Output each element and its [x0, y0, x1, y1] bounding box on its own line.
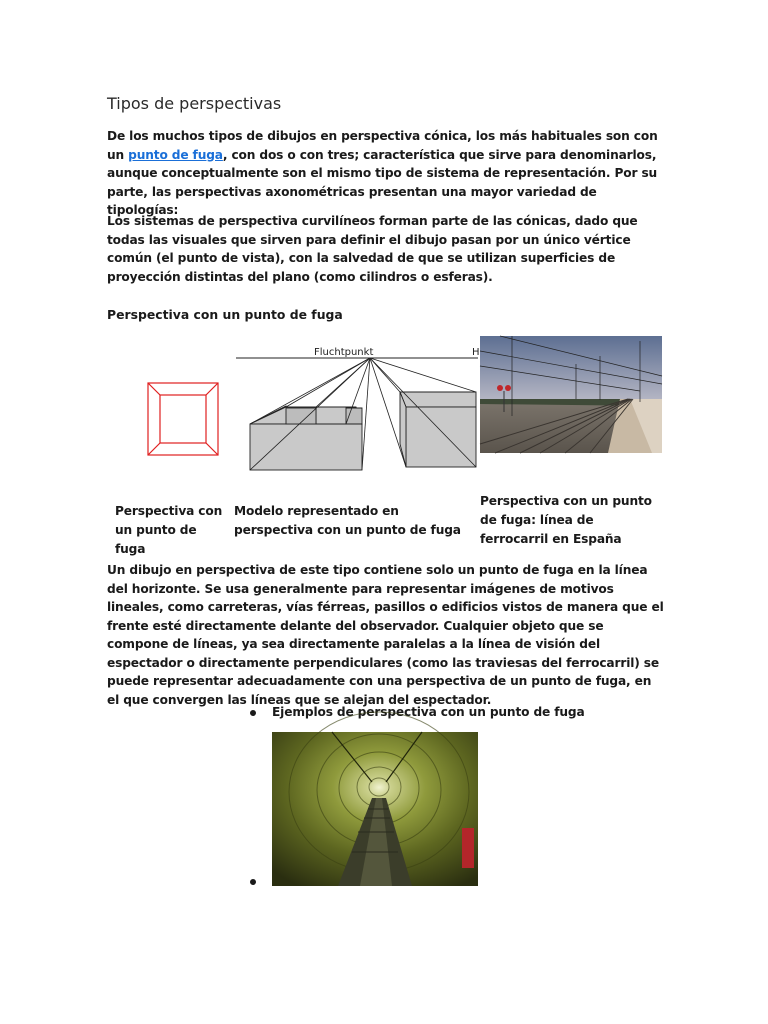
horizon-label: H: [472, 347, 480, 358]
section-heading: Perspectiva con un punto de fuga: [107, 307, 343, 322]
perspective-model-drawing: [236, 342, 478, 492]
caption-railway: Perspectiva con un punto de fuga: línea de ferrocarril en España: [480, 494, 652, 546]
body-paragraph: Un dibujo en perspectiva de este tipo contiene solo un punto de fuga en la línea del horizonte. Se usa generalmente para representar imágenes de motivos lineales, como carreteras, vías férreas, pasillos o edificios vistos de manera que el frente esté directamente delante del observador. Cualquier objeto que se compone de líneas, ya sea directamente paralelas a la línea de visión del espectador o directamente perpendiculares (como las traviesas del ferrocarril) se puede representar adecuadamente con una perspectiva de un punto de fuga, en el que convergen las líneas que se alejan del espectador.: [107, 563, 664, 707]
square-perspective-figure: [145, 380, 220, 458]
square-perspective-drawing: [145, 380, 220, 458]
railway-illustration: [480, 336, 662, 453]
bullet-point-empty: [250, 879, 256, 885]
examples-heading: Ejemplos de perspectiva con un punto de fuga: [272, 705, 585, 719]
perspective-model-figure: [236, 342, 478, 492]
intro-text-after-link: , con dos o con tres; característica que sirve para denominarlos, aunque conceptualmente son el mismo tipo de sistema de representación. Por su parte, las perspectivas axonométricas presentan una mayor variedad de tipologías:: [107, 147, 658, 217]
tunnel-illustration: [272, 732, 478, 886]
page-title: Tipos de perspectivas: [107, 94, 282, 113]
bullet-point: [250, 710, 256, 716]
intro-text-before-link: De los muchos tipos de dibujos en perspectiva cónica, los más habituales son con un: [107, 129, 658, 162]
tunnel-photo: [272, 732, 478, 886]
punto-de-fuga-link[interactable]: punto de fuga: [128, 147, 223, 162]
caption-model: Modelo representado en perspectiva con un punto de fuga: [234, 504, 461, 537]
intro-paragraph: [107, 127, 663, 220]
caption-square: Perspectiva con un punto de fuga: [115, 504, 223, 556]
curvilinear-paragraph: Los sistemas de perspectiva curvilíneos forman parte de las cónicas, dado que todas las visuales que sirven para definir el dibujo pasan por un único vértice común (el punto de vista), con la salvedad de que se utilizan superficies de proyección distintas del plano (como cilindros o esferas).: [107, 214, 638, 284]
fluchtpunkt-label: Fluchtpunkt: [314, 347, 374, 358]
railway-photo: [480, 336, 662, 453]
